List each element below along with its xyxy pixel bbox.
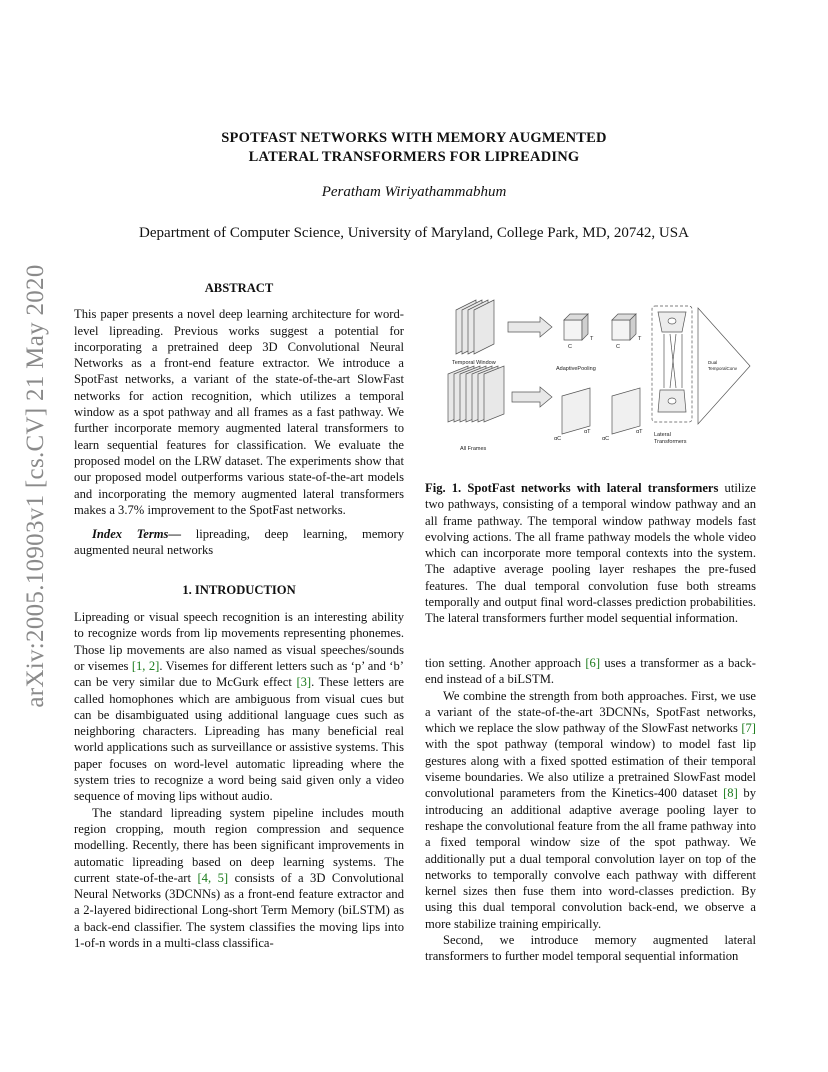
- label-dual: Dual: [708, 360, 718, 365]
- title-line-1: SPOTFAST NETWORKS WITH MEMORY AUGMENTED: [221, 130, 607, 146]
- text-run: consists of a 3D Convolutional Neural Networks (3DCNNs) as a front-end feature extractor and a 2-layered bidirectional Long-short Term Memory (biLSTM) as a back-end classifier. The system classifies the moving lips into 1-of-n words in a multi-class classifica-: [74, 870, 404, 950]
- caption-label: Fig. 1: [425, 481, 459, 495]
- text-run: The standard lipreading system pipeline includes mouth region cropping, mouth region compression and sequence modelling. Recently, there has been significant improvements in automatic lipreading based on deep learning systems. The current state-of-the-art: [74, 805, 404, 885]
- index-terms-label: Index Terms—: [92, 527, 182, 542]
- title-line-2: LATERAL TRANSFORMERS FOR LIPREADING: [248, 149, 580, 165]
- figure-1-caption: [425, 480, 756, 627]
- label-c: C: [568, 344, 572, 350]
- text-run: with the spot pathway (temporal window) to model fast lip gestures along with a fixed spotted estimation of their temporal viseme boundaries. We also utilize a pretrained SlowFast model convolutional parameters from the Kinetics-400 dataset: [425, 737, 756, 801]
- temporal-window-frames: [456, 300, 494, 354]
- caption-bold: SpotFast networks with lateral transformers: [467, 481, 719, 495]
- label-alpha-t: αT: [584, 429, 591, 435]
- intro-paragraph-2: [74, 805, 404, 952]
- text-run: We combine the strength from both approaches. First, we use a variant of the state-of-the-art 3DCNNs, SpotFast networks, which we replace the slow pathway of the SlowFast networks: [425, 688, 756, 736]
- label-alpha-t: αT: [636, 429, 643, 435]
- right-paragraph-1: [425, 688, 756, 932]
- citation-link[interactable]: [8]: [723, 786, 738, 801]
- right-paragraph-2: Second, we introduce memory augmented lateral transformers to further model temporal sequential information: [425, 933, 756, 964]
- text-run: uses a transformer as a back-end instead of a biLSTM.: [425, 656, 756, 687]
- citation-link[interactable]: [3]: [296, 675, 312, 690]
- label-temporal-conv: TemporalConv: [708, 366, 738, 371]
- all-frames-stack: [448, 366, 504, 422]
- index-terms: [74, 526, 404, 559]
- figure-1-diagram: [440, 290, 755, 455]
- label-adaptive-pooling: AdaptivePooling: [556, 366, 596, 372]
- arrow-icon: [512, 387, 552, 407]
- paper-title: [0, 129, 828, 167]
- index-terms-text: lipreading, deep learning, memory augmented neural networks: [74, 527, 405, 558]
- conv-cube: [564, 314, 588, 340]
- label-temporal-window: Temporal Window: [452, 360, 496, 366]
- label-c: C: [616, 344, 620, 350]
- arxiv-id: arXiv:2005.10903v1 [cs.CV] 21 May 2020: [22, 264, 49, 708]
- author: Peratham Wiriyathammabhum: [321, 184, 507, 200]
- caption-text: utilize two pathways, consisting of a temporal window pathway and an all frame pathway. The temporal window pathway models fast evolving actions. The all frame pathway models the whole video which can incorporate more temporal contexts into the system. The adaptive average pooling layer reshapes the pre-fused features. The dual temporal convolution fuse both streams temporally and output final word-classes prediction probabilities. The lateral transformers further model sequential information.: [425, 481, 756, 626]
- text-run: . These letters are called homophones which are ambiguous from visual cues but can be disambiguated using additional language cues such as neighboring characters. Lipreading has many beneficial real world applications such as surveillance or assistive systems. This paper focuses on word-level automatic lipreading where the system tries to recognize a word being said given only a video sequence of moving lips without audio.: [74, 675, 404, 804]
- label-transformers: Transformers: [654, 439, 687, 445]
- label-alpha-c: αC: [602, 436, 610, 442]
- arrow-icon: [508, 317, 552, 337]
- intro-paragraph-1: [74, 609, 404, 805]
- caption-paragraph: Fig. 1. SpotFast networks with lateral transformers utilize two pathways, consisting of a temporal window pathway and an all frame pathway. The temporal window pathway models fast evolving actions. The all frame pathway models the whole video which can incorporate more temporal contexts into the system. The adaptive average pooling layer reshapes the pre-fused features. The dual temporal convolution fuse both streams temporally and output final word-classes prediction probabilities. The lateral transformers further model sequential information.: [425, 481, 756, 626]
- label-t: T: [590, 336, 594, 342]
- citation-link[interactable]: [7]: [741, 721, 756, 736]
- fast-slab: [612, 388, 640, 434]
- text-run: Lipreading or visual speech recognition is an interesting ability to recognize words from lip movements representing phonemes. Those lip movements are also named as visual speeches/sounds or visemes: [74, 610, 404, 673]
- fast-slab: [562, 388, 590, 434]
- right-paragraph-0: [425, 655, 756, 688]
- left-column: [74, 280, 404, 951]
- citation-link[interactable]: [6]: [585, 656, 601, 670]
- lateral-transformer-block: [652, 306, 692, 422]
- affiliation: Department of Computer Science, University of Maryland, College Park, MD, 20742, USA: [139, 225, 689, 241]
- abstract-heading: ABSTRACT: [204, 281, 274, 295]
- conv-cube: [612, 314, 636, 340]
- label-t: T: [638, 336, 642, 342]
- right-column-text: [425, 655, 756, 965]
- text-run: . Visemes for different letters such as ‘p’ and ‘b’ can be very similar due to McGurk effect: [74, 658, 404, 690]
- label-alpha-c: αC: [554, 436, 562, 442]
- label-lateral: Lateral: [654, 432, 671, 438]
- abstract-text: This paper presents a novel deep learning architecture for word-level lipreading. Previous works suggest a potential for incorporating a pretrained deep 3D Convolutional Neural Networks as a front-end feature extractor. We introduce a SpotFast networks, a variant of the state-of-the-art SlowFast networks for action recognition, which utilizes a temporal window as a spot pathway and all frames as a fast pathway. We further incorporate memory augmented lateral transformers to learn sequential features for classification. We evaluate the proposed model on the LRW dataset. The experiments show that our proposed model outperforms various state-of-the-art models and incorporating the memory augmented lateral transformers makes a 3.7% improvement to the SpotFast networks.: [74, 307, 404, 517]
- citation-link[interactable]: [1, 2]: [131, 658, 160, 673]
- label-all-frames: All Frames: [460, 446, 487, 452]
- citation-link[interactable]: [4, 5]: [197, 870, 229, 885]
- text-run: by introducing an additional adaptive average pooling layer to reshape the convolutional feature from the all frame pathway into a fixed temporal window size of the spot pathway. We additionally put a dual temporal convolution layer on top of the networks to temporally convolve each pathway with different kernel sizes then fuse them into word-classes prediction. By using this dual temporal convolution back-end, we observe a more stabilize training empirically.: [425, 786, 756, 931]
- intro-heading: 1. INTRODUCTION: [182, 582, 296, 597]
- text-run: tion setting. Another approach: [425, 656, 586, 670]
- arxiv-sidebar: [18, 264, 54, 708]
